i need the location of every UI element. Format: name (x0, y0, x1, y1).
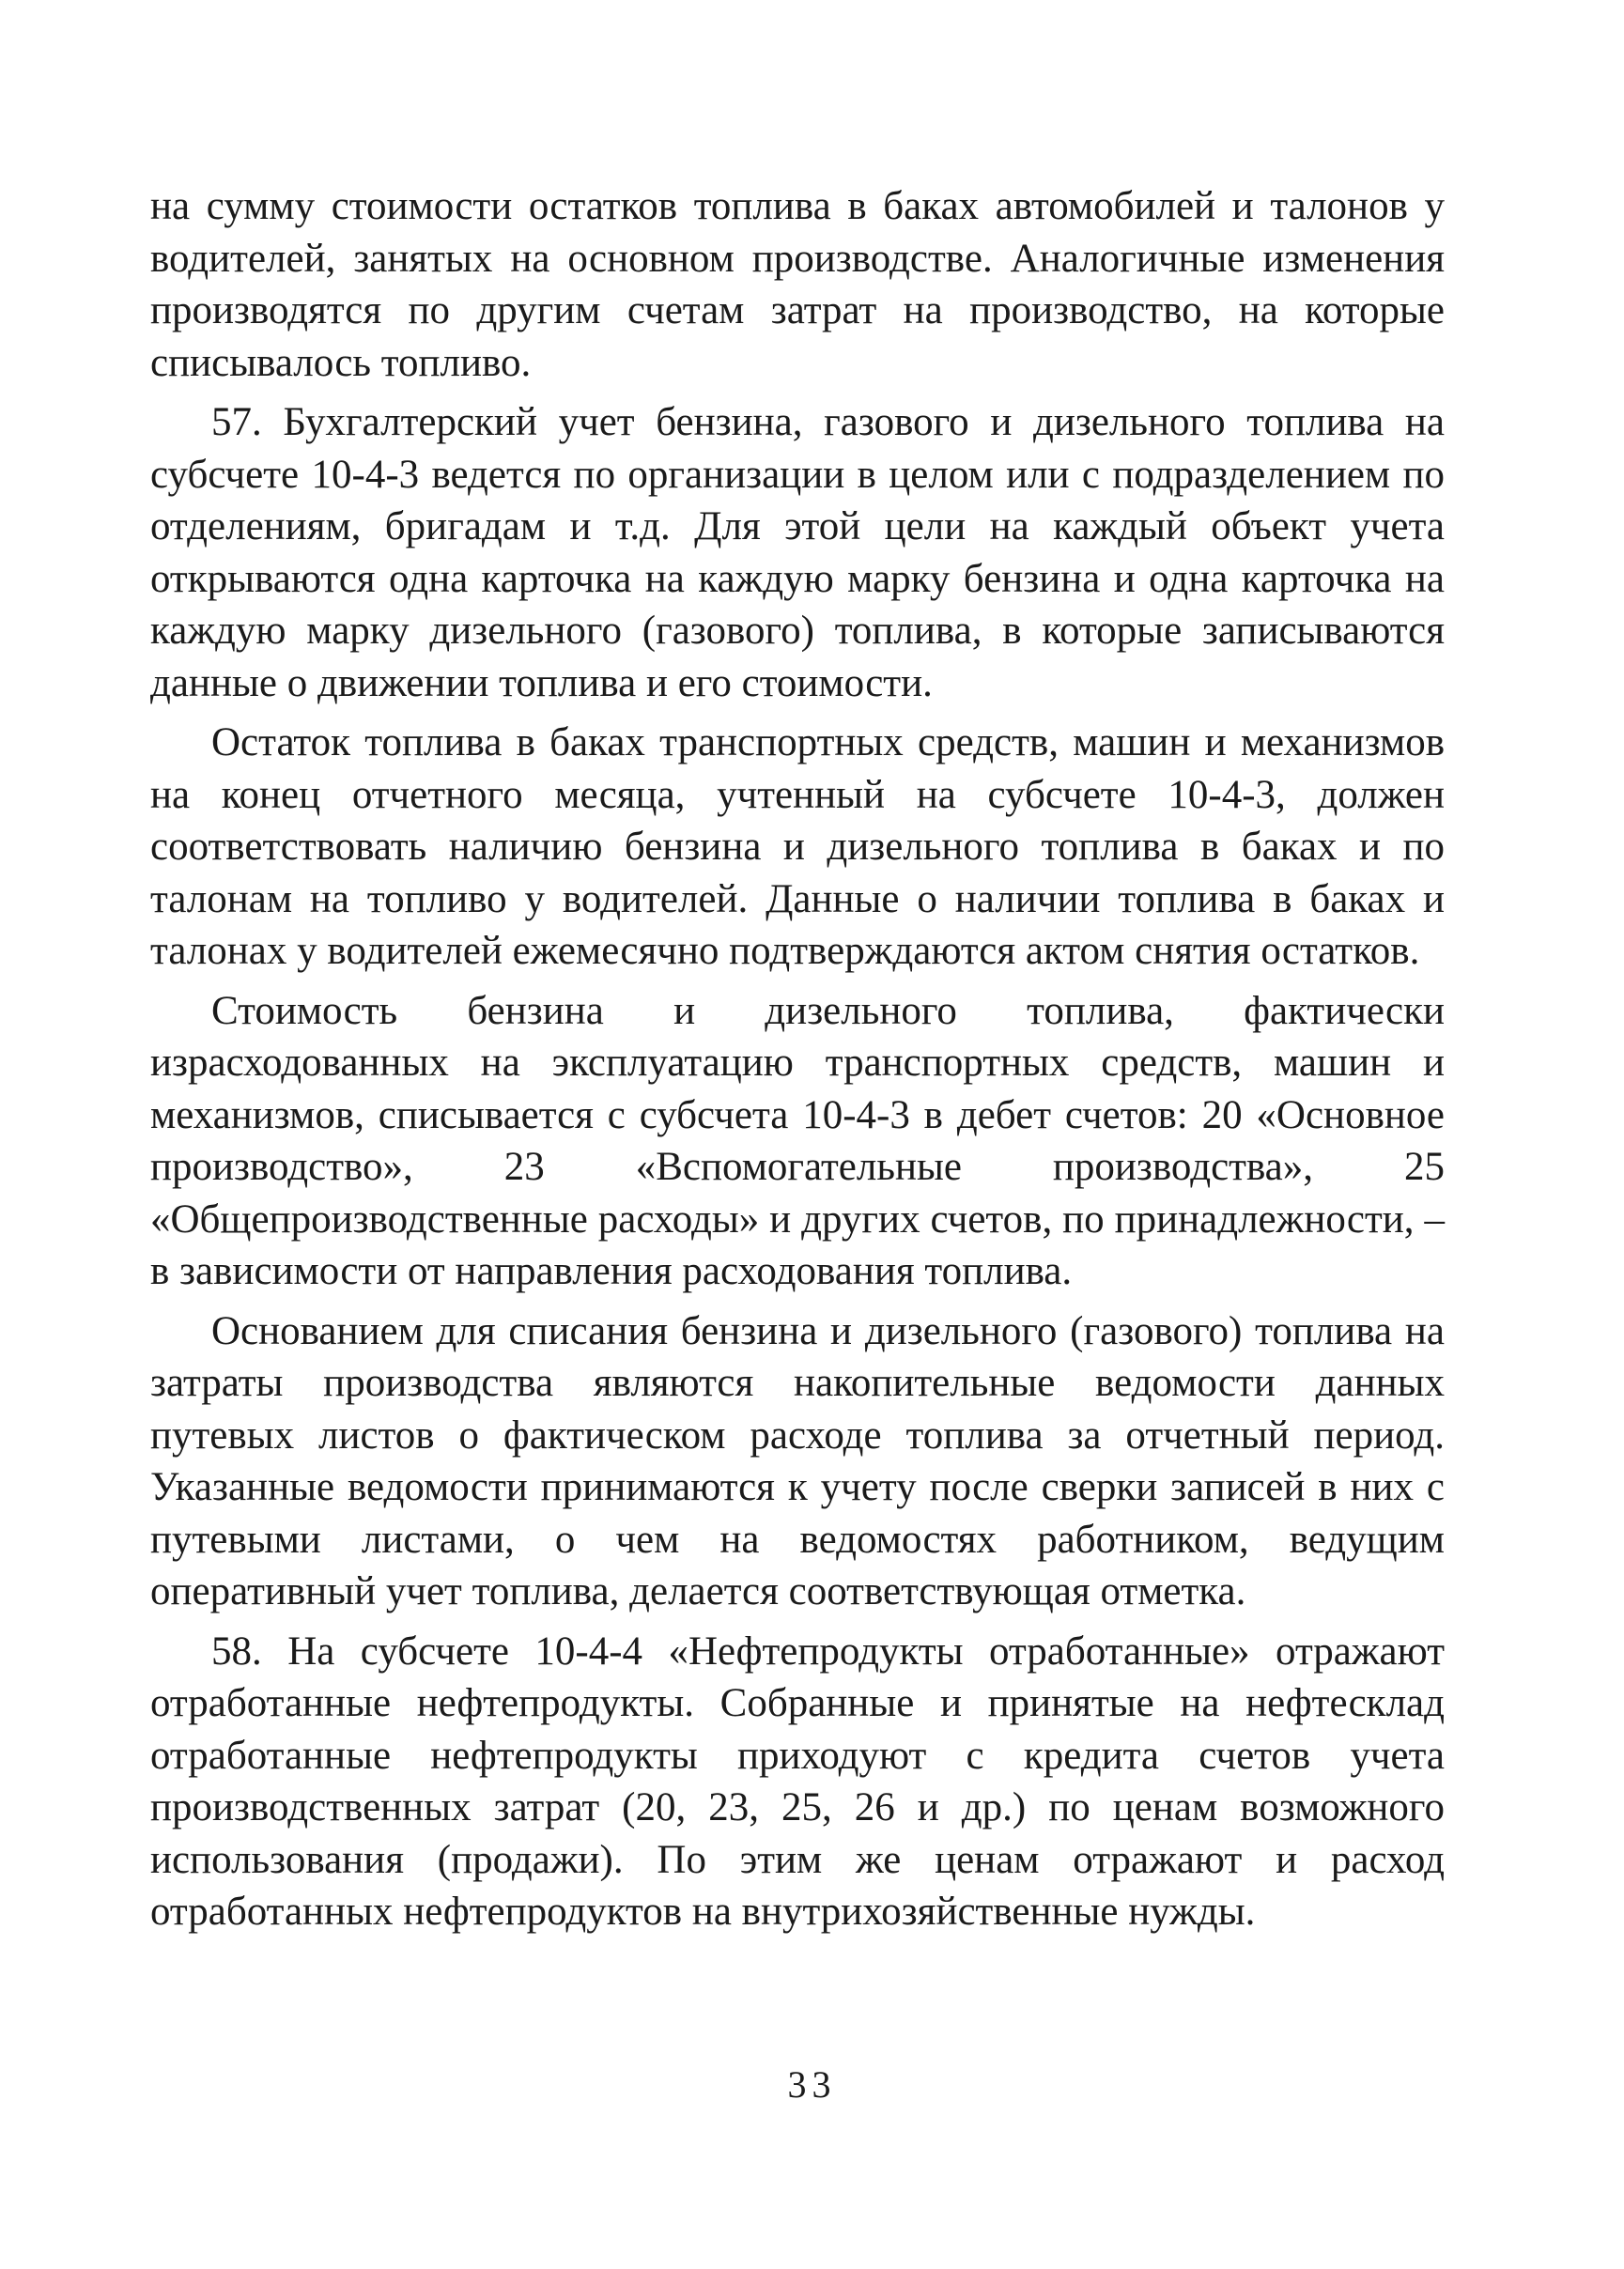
paragraph-continuation: на сумму стоимости остатков топлива в баках автомобилей и талонов у водителей, занятых на основном производстве. Аналогичные изменения производятся по другим счетам затрат на производство, на которые списывалось топливо. (150, 184, 1445, 385)
paragraph-fuel-remainder: Остаток топлива в баках транспортных средств, машин и механизмов на конец отчетного месяца, учтенный на субсчете 10-4-3, должен соответствовать наличию бензина и дизельного топлива в баках и по талонам на топливо у водителей. Данные о наличии топлива в баках и талонах у водителей ежемесячно подтверждаются актом снятия остатков. (150, 720, 1445, 973)
page-number: 33 (787, 2063, 837, 2106)
paragraph-write-off-basis: Основанием для списания бензина и дизельного (газового) топлива на затраты производства являются накопительные ведомости данных путевых листов о фактическом расходе топлива за отчетный период. Указанные ведомости принимаются к учету после сверки записей в них с путевыми листами, о чем на ведомостях работником, ведущим оперативный учет топлива, делается соответствующая отметка. (150, 1308, 1445, 1613)
paragraph-fuel-cost: Стоимость бензина и дизельного топлива, фактически израсходованных на эксплуатацию транспортных средств, машин и механизмов, списывается с субсчета 10-4-3 в дебет счетов: 20 «Основное производство», 23 «Вспомогательные производства», 25 «Общепроизводственные расходы» и других счетов, по принадлежности, – в зависимости от направления расходования топлива. (150, 988, 1445, 1293)
paragraph-item-57: 57. Бухгалтерский учет бензина, газового и дизельного топлива на субсчете 10-4-3 ведется по организации в целом или с подразделением по отделениям, бригадам и т.д. Для этой цели на каждый объект учета открываются одна карточка на каждую марку бензина и одна карточка на каждую марку дизельного (газового) топлива, в которые записываются данные о движении топлива и его стоимости. (150, 400, 1445, 705)
body-text (150, 180, 1445, 1938)
paragraph-item-58: 58. На субсчете 10-4-4 «Нефтепродукты отработанные» отражают отработанные нефтепродукты. Собранные и принятые на нефтесклад отработанные нефтепродукты приходуют с кредита счетов учета производственных затрат (20, 23, 25, 26 и др.) по ценам возможного использования (продажи). По этим же ценам отражают и расход отработанных нефтепродуктов на внутрихозяйственные нужды. (150, 1628, 1445, 1934)
